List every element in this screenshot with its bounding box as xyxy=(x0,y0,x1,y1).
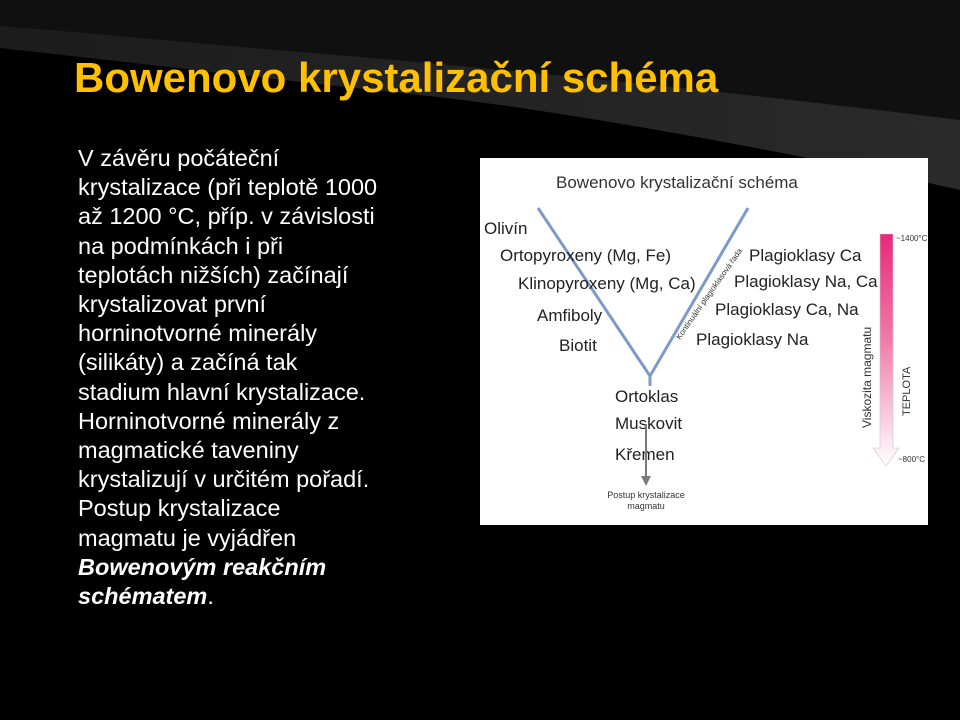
body-line: krystalizují v určitém pořadí. xyxy=(78,466,370,493)
scale-top-temperature: ~1400°C xyxy=(896,234,928,243)
mineral-plagioklasy-na-ca: Plagioklasy Na, Ca xyxy=(734,272,878,291)
body-line: krystalizovat první xyxy=(78,291,267,318)
body-line: magmatu je vyjádřen xyxy=(78,524,297,551)
crystallization-arrowhead xyxy=(641,476,651,486)
mineral-klinopyroxeny: Klinopyroxeny (Mg, Ca) xyxy=(518,274,696,293)
arrow-caption-line-1: Postup krystalizace xyxy=(607,490,685,500)
scale-bottom-temperature: ~800°C xyxy=(898,455,925,464)
body-line: Postup krystalizace xyxy=(78,495,281,522)
slide-body-text xyxy=(78,144,468,611)
body-line: až 1200 °C, příp. v závislosti xyxy=(78,203,375,230)
body-line: krystalizace (při teplotě 1000 xyxy=(78,174,378,201)
body-line: magmatické taveniny xyxy=(78,437,299,464)
body-line: horninotvorné minerály xyxy=(78,320,318,347)
body-line: (silikáty) a začíná tak xyxy=(78,349,298,376)
mineral-plagioklasy-ca: Plagioklasy Ca xyxy=(749,246,862,265)
mineral-olivin: Olivín xyxy=(484,219,528,238)
arrow-caption-line-2: magmatu xyxy=(627,501,665,511)
slide-title: Bowenovo krystalizační schéma xyxy=(74,54,719,101)
diagram-title: Bowenovo krystalizační schéma xyxy=(556,173,798,192)
body-line: stadium hlavní krystalizace. xyxy=(78,378,366,405)
mineral-plagioklasy-na: Plagioklasy Na xyxy=(696,330,809,349)
mineral-amfiboly: Amfiboly xyxy=(537,306,603,325)
mineral-muskovit: Muskovit xyxy=(615,414,683,433)
mineral-plagioklasy-ca-na: Plagioklasy Ca, Na xyxy=(715,300,859,319)
mineral-kremen: Křemen xyxy=(615,445,675,464)
body-line: na podmínkách i při xyxy=(78,232,284,259)
body-emphasis-line: Bowenovým reakčním xyxy=(78,553,327,580)
temperature-gradient-arrow xyxy=(873,234,899,466)
plagioclase-series-label: Kontinuální plagioklasová řada xyxy=(674,246,745,342)
mineral-ortopyroxeny: Ortopyroxeny (Mg, Fe) xyxy=(500,246,671,265)
viscosity-label: Viskozita magmatu xyxy=(860,326,874,428)
body-emphasis-final xyxy=(78,582,468,611)
bowen-reaction-series-diagram xyxy=(480,158,928,525)
body-line: Horninotvorné minerály z xyxy=(78,407,340,434)
temperature-label: TEPLOTA xyxy=(901,366,913,416)
body-line: V závěru počáteční xyxy=(78,145,280,171)
body-line: teplotách nižších) začínají xyxy=(78,261,349,288)
body-emphasis-word: schématem xyxy=(78,583,208,610)
mineral-biotit: Biotit xyxy=(559,336,597,355)
body-period: . xyxy=(207,583,214,610)
mineral-ortoklas: Ortoklas xyxy=(615,387,679,406)
